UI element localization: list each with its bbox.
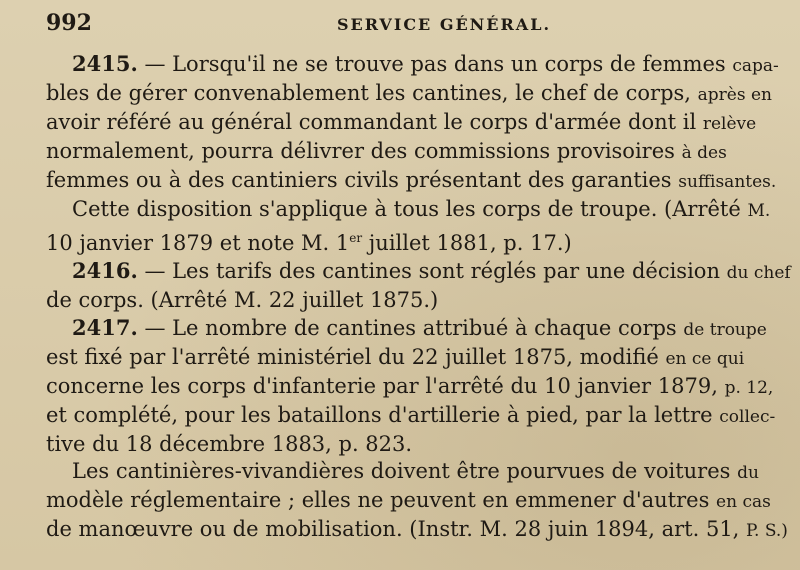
line-text-condensed: suffisantes. <box>678 172 777 192</box>
article-number: 2416. <box>72 258 138 283</box>
line-text-condensed: P. S.) <box>746 521 788 541</box>
text-line <box>46 344 776 373</box>
line-text: — Le nombre de cantines attribué à chaque corps <box>137 316 684 340</box>
line-text-condensed: en ce qui <box>665 349 745 369</box>
line-text: et complété, pour les bataillons d'artillerie à pied, par la lettre <box>46 403 720 427</box>
text-line <box>46 109 776 138</box>
line-text: — Lorsqu'il ne se trouve pas dans un corps de femmes <box>137 52 733 76</box>
line-text-condensed: M. <box>747 201 771 221</box>
article-number: 2415. <box>72 51 138 76</box>
line-text: avoir référé au général commandant le corps d'armée dont il <box>46 110 703 134</box>
body-text <box>46 50 791 545</box>
article-number: 2417. <box>72 315 138 340</box>
line-text-condensed: collec- <box>719 407 776 427</box>
line-text: Cette disposition s'applique à tous les corps de troupe. (Arrêté <box>72 197 748 221</box>
text-line <box>46 287 776 314</box>
line-text: — Les tarifs des cantines sont réglés par une décision <box>137 259 727 283</box>
text-line <box>46 314 776 344</box>
text-line <box>46 138 776 167</box>
line-text-condensed: capa- <box>732 56 779 76</box>
text-line <box>46 516 788 545</box>
line-text: tive du 18 décembre 1883, p. 823. <box>46 432 413 456</box>
text-line <box>46 402 776 431</box>
line-text: de corps. (Arrêté M. 22 juillet 1875.) <box>46 288 439 312</box>
line-text-condensed: du <box>737 463 759 483</box>
line-text-condensed: après en <box>697 85 772 105</box>
line-text: concerne les corps d'infanterie par l'arrêté du 10 janvier 1879, <box>46 374 725 398</box>
line-text: modèle réglementaire ; elles ne peuvent en emmener d'autres <box>46 488 717 512</box>
text-line <box>46 196 776 225</box>
text-line <box>46 167 776 196</box>
line-text-condensed: p. 12, <box>724 378 774 398</box>
line-text: 10 janvier 1879 et note M. 1 <box>46 231 350 255</box>
superscript: er <box>349 231 363 245</box>
line-text: de manœuvre ou de mobilisation. (Instr. M. 28 juin 1894, art. 51, <box>46 517 747 541</box>
text-line <box>46 487 776 516</box>
page-header <box>46 10 776 44</box>
line-text: Les cantinières-vivandières doivent être pourvues de voitures <box>72 459 738 483</box>
page-number: 992 <box>46 10 92 36</box>
text-line <box>46 431 776 458</box>
line-text-condensed: à des <box>681 143 727 163</box>
running-title: SERVICE GÉNÉRAL. <box>336 15 552 34</box>
line-text: femmes ou à des cantiniers civils présentant des garanties <box>46 168 679 192</box>
line-text-condensed: de troupe <box>683 320 767 340</box>
text-line <box>46 257 791 287</box>
line-text-condensed: en cas <box>716 492 771 512</box>
line-text: juillet 1881, p. 17.) <box>362 231 572 255</box>
text-line <box>46 225 776 257</box>
text-line <box>46 50 779 80</box>
line-text-condensed: du chef <box>726 263 791 283</box>
text-line <box>46 80 776 109</box>
text-line <box>46 458 776 487</box>
text-line <box>46 373 776 402</box>
line-text: est fixé par l'arrêté ministériel du 22 juillet 1875, modifié <box>46 345 666 369</box>
line-text-condensed: relève <box>702 114 757 134</box>
line-text: bles de gérer convenablement les cantines, le chef de corps, <box>46 81 698 105</box>
line-text: normalement, pourra délivrer des commissions provisoires <box>46 139 682 163</box>
